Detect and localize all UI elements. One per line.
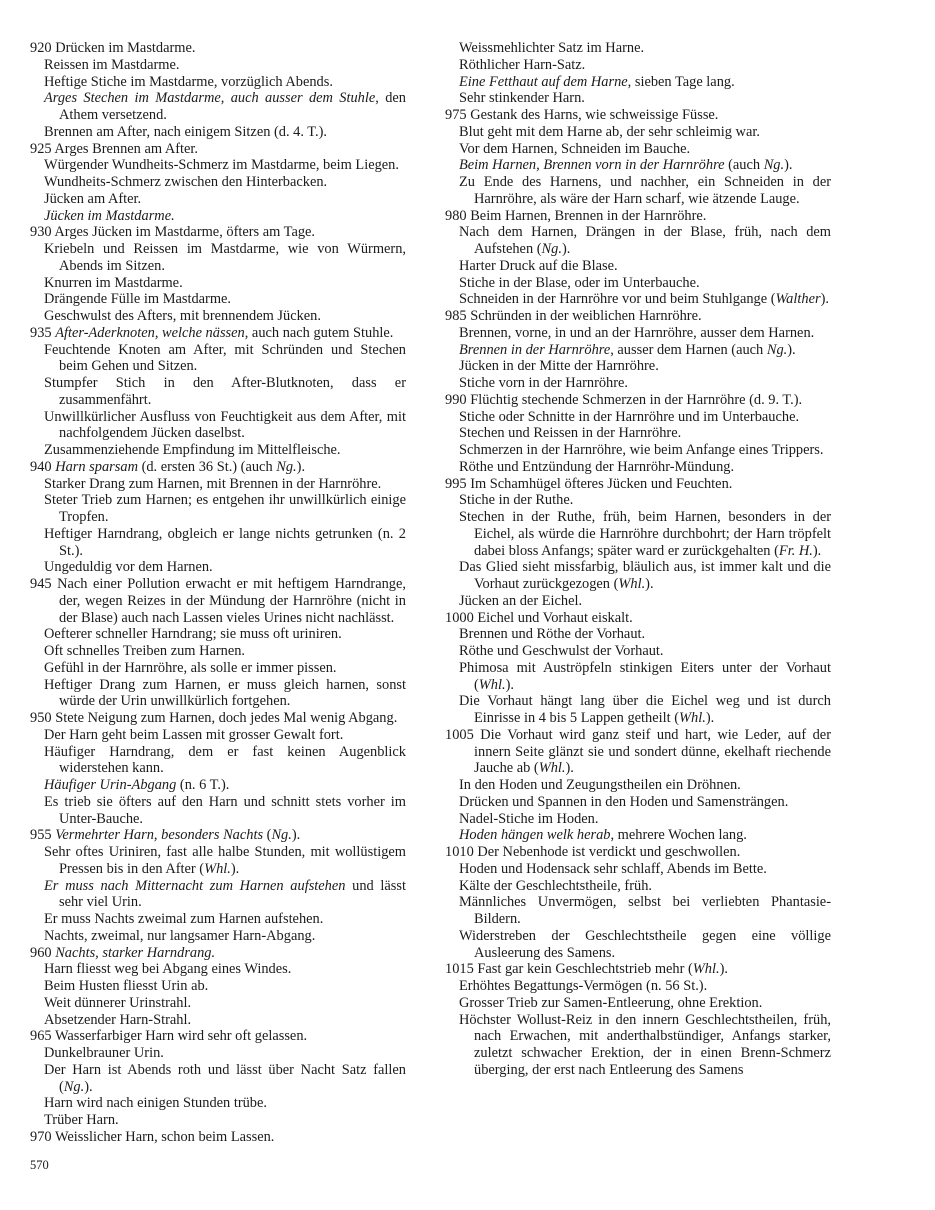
symptom-entry bbox=[445, 208, 831, 225]
symptom-entry bbox=[30, 208, 406, 225]
symptom-entry bbox=[445, 224, 831, 258]
symptom-entry bbox=[445, 107, 831, 124]
symptom-entry bbox=[445, 811, 831, 828]
entry-text-italic: Hoden hängen welk herab bbox=[459, 827, 611, 844]
entry-text: Knurren im Mastdarme. bbox=[44, 274, 183, 291]
symptom-entry bbox=[30, 677, 406, 711]
column-right bbox=[445, 40, 831, 1146]
entry-text: Blut geht mit dem Harne ab, der sehr schleimig war. bbox=[459, 123, 760, 140]
symptom-entry bbox=[30, 308, 406, 325]
entry-text: Höchster Wollust-Reiz in den innern Geschlechtstheilen, früh, nach Erwachen, mit anderthalbstündiger, Anfangs starker, zuletzt schwacher Erektion, der in einen Brenn-Schmerz überging, der erst nach Entleerung des Samens bbox=[459, 1011, 831, 1078]
symptom-entry bbox=[30, 1045, 406, 1062]
entry-text: Er muss Nachts zweimal zum Harnen aufstehen. bbox=[44, 911, 324, 927]
entry-text: Zu Ende des Harnens, und nachher, ein Schneiden in der Harnröhre, als wäre der Harn scharf, wie ätzende Lauge. bbox=[459, 174, 831, 207]
entry-text: ). bbox=[296, 458, 306, 475]
entry-text: Oft schnelles Treiben zum Harnen. bbox=[44, 643, 246, 659]
symptom-entry bbox=[30, 1028, 406, 1045]
entry-text-italic: Brennen in der Harnröhre bbox=[459, 341, 611, 358]
entry-text: Harter Druck auf die Blase. bbox=[459, 257, 618, 274]
entry-text: Schneiden in der Harnröhre vor und beim Stuhlgange ( bbox=[459, 291, 776, 308]
entry-number: 960 bbox=[30, 944, 52, 961]
entry-text: Kriebeln und Reissen im Mastdarme, wie von Würmern, Abends im Sitzen. bbox=[44, 241, 406, 274]
entry-text: ). bbox=[84, 1078, 93, 1095]
entry-text: Harn wird nach einigen Stunden trübe. bbox=[44, 1095, 267, 1112]
entry-text: Nadel-Stiche im Hoden. bbox=[459, 810, 599, 827]
symptom-entry bbox=[445, 459, 831, 476]
entry-text-italic: Häufiger Urin-Abgang bbox=[44, 777, 177, 793]
entry-text: Absetzender Harn-Strahl. bbox=[44, 1011, 192, 1028]
entry-number: 940 bbox=[30, 458, 52, 475]
entry-text: Jücken in der Mitte der Harnröhre. bbox=[459, 358, 659, 375]
symptom-entry bbox=[30, 643, 406, 660]
symptom-entry bbox=[30, 241, 406, 275]
symptom-entry bbox=[445, 57, 831, 74]
symptom-entry bbox=[30, 710, 406, 727]
symptom-entry bbox=[445, 74, 831, 91]
entry-text: Weisslicher Harn, schon beim Lassen. bbox=[54, 1128, 275, 1145]
entry-text: Männliches Unvermögen, selbst bei verliebten Phantasie-Bildern. bbox=[459, 894, 831, 927]
entry-number: 925 bbox=[30, 140, 52, 157]
entry-text-italic: Whl. bbox=[618, 576, 646, 592]
symptom-entry bbox=[445, 40, 831, 57]
symptom-entry bbox=[30, 1012, 406, 1029]
entry-text-italic: Nachts, starker Harndrang. bbox=[55, 944, 216, 961]
entry-text: Stumpfer Stich in den After-Blutknoten, dass er zusammenfährt. bbox=[44, 375, 406, 408]
symptom-entry bbox=[445, 258, 831, 275]
entry-text: Würgender Wundheits-Schmerz im Mastdarme, beim Liegen. bbox=[44, 157, 399, 174]
symptom-entry bbox=[445, 978, 831, 995]
symptom-entry bbox=[30, 74, 406, 91]
entry-text-italic: Whl. bbox=[478, 676, 506, 693]
symptom-entry bbox=[445, 844, 831, 861]
entry-text: Arges Brennen am After. bbox=[54, 140, 199, 157]
symptom-entry bbox=[30, 375, 406, 409]
symptom-entry bbox=[30, 141, 406, 158]
symptom-entry bbox=[445, 509, 831, 559]
symptom-entry bbox=[445, 375, 831, 392]
symptom-entry bbox=[30, 995, 406, 1012]
entry-number: 935 bbox=[30, 324, 52, 341]
entry-number: 985 bbox=[445, 308, 467, 324]
entry-text: Stechen und Reissen in der Harnröhre. bbox=[459, 425, 682, 442]
entry-number: 990 bbox=[445, 391, 467, 408]
entry-text: Flüchtig stechende Schmerzen in der Harnröhre (d. 9. T.). bbox=[470, 391, 803, 408]
entry-text: Sehr stinkender Harn. bbox=[459, 90, 585, 107]
entry-text: Der Nebenhode ist verdickt und geschwollen. bbox=[477, 844, 741, 860]
entry-number: 1000 bbox=[445, 609, 474, 626]
symptom-entry bbox=[30, 794, 406, 828]
symptom-entry bbox=[30, 476, 406, 493]
entry-text: Geschwulst des Afters, mit brennendem Jücken. bbox=[44, 308, 321, 324]
entry-text: Heftige Stiche im Mastdarme, vorzüglich Abends. bbox=[44, 73, 333, 90]
entry-text: ). bbox=[645, 576, 654, 592]
symptom-entry bbox=[445, 727, 831, 777]
symptom-entry bbox=[30, 945, 406, 962]
symptom-entry bbox=[30, 191, 406, 208]
entry-text: ). bbox=[230, 860, 240, 877]
entry-text-italic: Walther bbox=[775, 291, 821, 308]
entry-text: ). bbox=[705, 710, 715, 726]
entry-text: Nach einer Pollution erwacht er mit heftigem Harndrange, der, wegen Reizes in der Mündung der Harnröhre (nicht in der Blase) auch nach Lassen vieles Urines nicht nachlässt. bbox=[57, 576, 406, 626]
entry-text: (auch bbox=[724, 157, 764, 174]
entry-text: Zusammenziehende Empfindung im Mittelfleische. bbox=[44, 442, 341, 458]
entry-text: Weit dünnerer Urinstrahl. bbox=[44, 994, 192, 1011]
symptom-entry bbox=[30, 660, 406, 677]
symptom-entry bbox=[30, 559, 406, 576]
entry-text: Heftiger Drang zum Harnen, er muss gleich harnen, sonst würde der Urin unwillkürlich fortgehen. bbox=[44, 676, 406, 710]
symptom-entry bbox=[30, 442, 406, 459]
symptom-entry bbox=[445, 275, 831, 292]
entry-text: Im Schamhügel öfteres Jücken und Feuchten. bbox=[470, 475, 733, 492]
entry-text: Heftiger Harndrang, obgleich er lange nichts getrunken (n. 2 St.). bbox=[44, 525, 406, 559]
symptom-entry bbox=[30, 1062, 406, 1096]
entry-text-italic: Whl. bbox=[692, 961, 720, 978]
symptom-entry bbox=[445, 643, 831, 660]
symptom-entry bbox=[445, 894, 831, 928]
entry-text: Jücken am After. bbox=[44, 190, 142, 207]
symptom-entry bbox=[445, 559, 831, 593]
entry-text: Weissmehlichter Satz im Harne. bbox=[459, 40, 645, 56]
entry-text: Nachts, zweimal, nur langsamer Harn-Abgang. bbox=[44, 927, 316, 944]
symptom-entry bbox=[30, 157, 406, 174]
symptom-entry bbox=[445, 693, 831, 727]
entry-text: ( bbox=[263, 827, 272, 844]
entry-text-italic: Beim Harnen, Brennen vorn in der Harnröhre bbox=[459, 157, 725, 174]
entry-text: Die Vorhaut hängt lang über die Eichel weg und ist durch Einrisse in 4 bis 5 Lappen getheilt ( bbox=[459, 693, 831, 726]
symptom-entry bbox=[30, 878, 406, 912]
entry-text: Oefterer schneller Harndrang; sie muss oft uriniren. bbox=[44, 626, 342, 643]
symptom-entry bbox=[445, 878, 831, 895]
symptom-entry bbox=[30, 1095, 406, 1112]
entry-text: Drücken im Mastdarme. bbox=[55, 40, 196, 56]
entry-number: 975 bbox=[445, 107, 467, 123]
entry-number: 970 bbox=[30, 1128, 52, 1145]
entry-text: Stiche in der Ruthe. bbox=[459, 492, 574, 509]
symptom-entry bbox=[30, 224, 406, 241]
entry-text: Phimosa mit Auströpfeln stinkigen Eiters unter der Vorhaut ( bbox=[459, 659, 831, 693]
entry-text: Nach dem Harnen, Drängen in der Blase, früh, nach dem Aufstehen ( bbox=[459, 224, 831, 257]
entry-text: Die Vorhaut wird ganz steif und hart, wie Leder, auf der innern Seite glänzt sie und sondert dünne, ekelhaft riechende Jauche ab ( bbox=[474, 726, 831, 777]
entry-text: In den Hoden und Zeugungstheilen ein Dröhnen. bbox=[459, 777, 741, 793]
symptom-entry bbox=[30, 844, 406, 878]
symptom-entry bbox=[30, 961, 406, 978]
symptom-entry bbox=[445, 291, 831, 308]
entry-text-italic: Ng. bbox=[763, 157, 785, 174]
entry-text-italic: Whl. bbox=[679, 710, 706, 726]
symptom-entry bbox=[30, 57, 406, 74]
entry-text: Der Harn ist Abends roth und lässt über Nacht Satz fallen ( bbox=[44, 1061, 406, 1095]
symptom-entry bbox=[30, 911, 406, 928]
entry-text: Fast gar kein Geschlechtstrieb mehr ( bbox=[477, 961, 693, 978]
symptom-entry bbox=[445, 124, 831, 141]
symptom-entry bbox=[445, 442, 831, 459]
entry-text: Brennen und Röthe der Vorhaut. bbox=[459, 626, 646, 643]
symptom-entry bbox=[445, 392, 831, 409]
symptom-entry bbox=[445, 861, 831, 878]
entry-text: Feuchtende Knoten am After, mit Schründen und Stechen beim Gehen und Sitzen. bbox=[44, 341, 406, 375]
entry-text: Schründen in der weiblichen Harnröhre. bbox=[470, 308, 702, 324]
symptom-entry bbox=[30, 90, 406, 124]
entry-text: ). bbox=[291, 827, 301, 844]
symptom-entry bbox=[445, 157, 831, 174]
entry-number: 995 bbox=[445, 475, 467, 492]
entry-text: Sehr oftes Uriniren, fast alle halbe Stunden, mit wollüstigem Pressen bis in den After ( bbox=[44, 844, 406, 877]
entry-text: Vor dem Harnen, Schneiden im Bauche. bbox=[459, 140, 691, 157]
entry-text: Stiche in der Blase, oder im Unterbauche. bbox=[459, 274, 700, 291]
entry-text: Es trieb sie öfters auf den Harn und schnitt stets vorher im Unter-Bauche. bbox=[44, 793, 406, 827]
symptom-entry bbox=[445, 358, 831, 375]
entry-text: Brennen, vorne, in und an der Harnröhre, ausser dem Harnen. bbox=[459, 324, 815, 341]
entry-number: 955 bbox=[30, 827, 52, 844]
entry-number: 1015 bbox=[445, 961, 474, 978]
entry-text: Röthe und Entzündung der Harnröhr-Mündung. bbox=[459, 458, 735, 475]
entry-text: Kälte der Geschlechtstheile, früh. bbox=[459, 877, 652, 894]
entry-text: ). bbox=[812, 542, 822, 559]
symptom-entry bbox=[445, 777, 831, 794]
entry-text: Stete Neigung zum Harnen, doch jedes Mal wenig Abgang. bbox=[55, 710, 398, 726]
symptom-entry bbox=[445, 1012, 831, 1079]
entry-text: ). bbox=[784, 157, 793, 174]
symptom-entry bbox=[445, 995, 831, 1012]
entry-text: , den Athem versetzend. bbox=[59, 90, 406, 123]
entry-number: 965 bbox=[30, 1028, 52, 1045]
entry-text: (n. 6 T.). bbox=[176, 777, 230, 793]
symptom-entry bbox=[30, 275, 406, 292]
entry-number: 980 bbox=[445, 207, 467, 224]
symptom-entry bbox=[30, 342, 406, 376]
entry-text-italic: Ng. bbox=[276, 458, 297, 475]
entry-text-italic: Fr. H. bbox=[778, 542, 813, 559]
entry-text: Eichel und Vorhaut eiskalt. bbox=[477, 609, 633, 626]
entry-number: 920 bbox=[30, 40, 52, 56]
entry-text: ). bbox=[719, 961, 728, 978]
entry-text: Jücken an der Eichel. bbox=[459, 592, 583, 609]
symptom-entry bbox=[445, 492, 831, 509]
symptom-entry bbox=[30, 1129, 406, 1146]
entry-text-italic: Jücken im Mastdarme. bbox=[44, 207, 175, 224]
symptom-entry bbox=[30, 978, 406, 995]
entry-text: ). bbox=[565, 760, 574, 777]
entry-text: Grosser Trieb zur Samen-Entleerung, ohne Erektion. bbox=[459, 994, 763, 1011]
symptom-entry bbox=[30, 928, 406, 945]
entry-text: ). bbox=[505, 676, 514, 693]
entry-text: Häufiger Harndrang, dem er fast keinen Augenblick widerstehen kann. bbox=[44, 743, 406, 777]
entry-text: Trüber Harn. bbox=[44, 1112, 119, 1128]
symptom-entry bbox=[445, 141, 831, 158]
symptom-entry bbox=[445, 425, 831, 442]
entry-text-italic: Whl. bbox=[204, 860, 231, 877]
entry-text-italic: Er muss nach Mitternacht zum Harnen aufstehen bbox=[44, 877, 346, 894]
entry-text: ). bbox=[820, 291, 829, 308]
entry-text: Gefühl in der Harnröhre, als solle er immer pissen. bbox=[44, 659, 337, 676]
symptom-entry bbox=[445, 660, 831, 694]
symptom-entry bbox=[445, 610, 831, 627]
entry-text: Stiche oder Schnitte in der Harnröhre und im Unterbauche. bbox=[459, 408, 800, 425]
entry-text: Stechen in der Ruthe, früh, beim Harnen, besonders in der Eichel, als würde die Harnröhre durchbohrt; der Harn tröpfelt dabei bloss Anfangs; später ward er zurückgehalten ( bbox=[459, 509, 831, 559]
entry-text: Hoden und Hodensack sehr schlaff, Abends im Bette. bbox=[459, 860, 767, 877]
entry-text: , auch nach gutem Stuhle. bbox=[244, 324, 394, 341]
entry-text: , mehrere Wochen lang. bbox=[610, 827, 747, 844]
entry-text: Steter Trieb zum Harnen; es entgehen ihr unwillkürlich einige Tropfen. bbox=[44, 492, 406, 525]
symptom-entry bbox=[445, 342, 831, 359]
entry-text: Ungeduldig vor dem Harnen. bbox=[44, 559, 213, 576]
symptom-entry bbox=[30, 459, 406, 476]
symptom-entry bbox=[30, 409, 406, 443]
symptom-entry bbox=[30, 576, 406, 626]
symptom-entry bbox=[445, 409, 831, 426]
symptom-entry bbox=[30, 291, 406, 308]
entry-text: Wundheits-Schmerz zwischen den Hinterbacken. bbox=[44, 174, 328, 190]
entry-text-italic: Vermehrter Harn, besonders Nachts bbox=[55, 827, 264, 844]
column-left bbox=[30, 40, 406, 1146]
entry-number: 1010 bbox=[445, 844, 474, 860]
entry-text: , sieben Tage lang. bbox=[627, 73, 735, 90]
entry-text-italic: Harn sparsam bbox=[55, 458, 138, 475]
symptom-entry bbox=[30, 40, 406, 57]
entry-text: Drängende Fülle im Mastdarme. bbox=[44, 291, 232, 308]
entry-text: Arges Jücken im Mastdarme, öfters am Tage. bbox=[54, 224, 316, 241]
entry-text: Wasserfarbiger Harn wird sehr oft gelassen. bbox=[54, 1028, 308, 1045]
entry-number: 950 bbox=[30, 710, 52, 726]
entry-text-italic: Ng. bbox=[271, 827, 292, 844]
entry-text: Starker Drang zum Harnen, mit Brennen in der Harnröhre. bbox=[44, 475, 382, 492]
entry-text: Harn fliesst weg bei Abgang eines Windes. bbox=[44, 961, 292, 978]
entry-number: 930 bbox=[30, 224, 52, 241]
symptom-entry bbox=[30, 124, 406, 141]
entry-text-italic: Arges Stechen im Mastdarme, auch ausser dem Stuhle bbox=[44, 90, 376, 107]
entry-text: Brennen am After, nach einigem Sitzen (d. 4. T.). bbox=[44, 123, 328, 140]
entry-text: Röthe und Geschwulst der Vorhaut. bbox=[459, 643, 664, 659]
symptom-entry bbox=[445, 325, 831, 342]
symptom-entry bbox=[30, 727, 406, 744]
entry-text: Gestank des Harns, wie schweissige Füsse. bbox=[470, 107, 719, 123]
entry-text: Röthlicher Harn-Satz. bbox=[459, 56, 586, 73]
entry-text-italic: After-Aderknoten, welche nässen bbox=[55, 324, 245, 341]
symptom-entry bbox=[30, 492, 406, 526]
symptom-entry bbox=[30, 174, 406, 191]
entry-text: Widerstreben der Geschlechtstheile gegen eine völlige Ausleerung des Samens. bbox=[459, 927, 831, 961]
entry-text: Beim Husten fliesst Urin ab. bbox=[44, 978, 209, 994]
entry-number: 1005 bbox=[445, 726, 474, 743]
symptom-entry bbox=[30, 777, 406, 794]
entry-text: Das Glied sieht missfarbig, bläulich aus, ist immer kalt und die Vorhaut zurückgezogen ( bbox=[459, 559, 831, 592]
entry-text: Unwillkürlicher Ausfluss von Feuchtigkeit aus dem After, mit nachfolgendem Jücken daselbst. bbox=[44, 408, 406, 442]
entry-text-italic: Ng. bbox=[63, 1078, 85, 1095]
entry-text: Erhöhtes Begattungs-Vermögen (n. 56 St.). bbox=[459, 978, 708, 994]
symptom-entry bbox=[30, 526, 406, 560]
symptom-entry bbox=[445, 476, 831, 493]
symptom-entry bbox=[445, 961, 831, 978]
entry-text: (d. ersten 36 St.) (auch bbox=[137, 458, 277, 475]
entry-text: , ausser dem Harnen (auch bbox=[610, 341, 767, 358]
entry-text-italic: Whl. bbox=[538, 760, 566, 777]
symptom-entry bbox=[30, 626, 406, 643]
symptom-entry bbox=[30, 744, 406, 778]
entry-text: Drücken und Spannen in den Hoden und Samensträngen. bbox=[459, 793, 789, 810]
symptom-entry bbox=[445, 90, 831, 107]
entry-text: Der Harn geht beim Lassen mit grosser Gewalt fort. bbox=[44, 726, 344, 743]
symptom-entry bbox=[445, 174, 831, 208]
symptom-entry bbox=[445, 626, 831, 643]
symptom-entry bbox=[445, 308, 831, 325]
entry-text: Stiche vorn in der Harnröhre. bbox=[459, 375, 629, 391]
entry-text: ). bbox=[561, 241, 571, 257]
entry-text-italic: Eine Fetthaut auf dem Harne bbox=[459, 73, 628, 90]
entry-text-italic: Ng. bbox=[541, 241, 562, 257]
symptom-entry bbox=[445, 827, 831, 844]
page-number: 570 bbox=[30, 1158, 49, 1172]
entry-text-italic: Ng. bbox=[766, 341, 788, 358]
symptom-entry bbox=[445, 593, 831, 610]
symptom-entry bbox=[30, 325, 406, 342]
symptom-entry bbox=[445, 928, 831, 962]
entry-text: ). bbox=[787, 341, 796, 358]
entry-text: Dunkelbrauner Urin. bbox=[44, 1045, 164, 1061]
symptom-list bbox=[30, 40, 831, 1146]
entry-text: und lässt sehr viel Urin. bbox=[59, 877, 406, 911]
symptom-entry bbox=[30, 1112, 406, 1129]
entry-text: Schmerzen in der Harnröhre, wie beim Anfange eines Trippers. bbox=[459, 442, 824, 458]
entry-text: Beim Harnen, Brennen in der Harnröhre. bbox=[470, 207, 707, 224]
entry-number: 945 bbox=[30, 576, 52, 592]
entry-text: Reissen im Mastdarme. bbox=[44, 56, 180, 73]
symptom-entry bbox=[445, 794, 831, 811]
symptom-entry bbox=[30, 827, 406, 844]
